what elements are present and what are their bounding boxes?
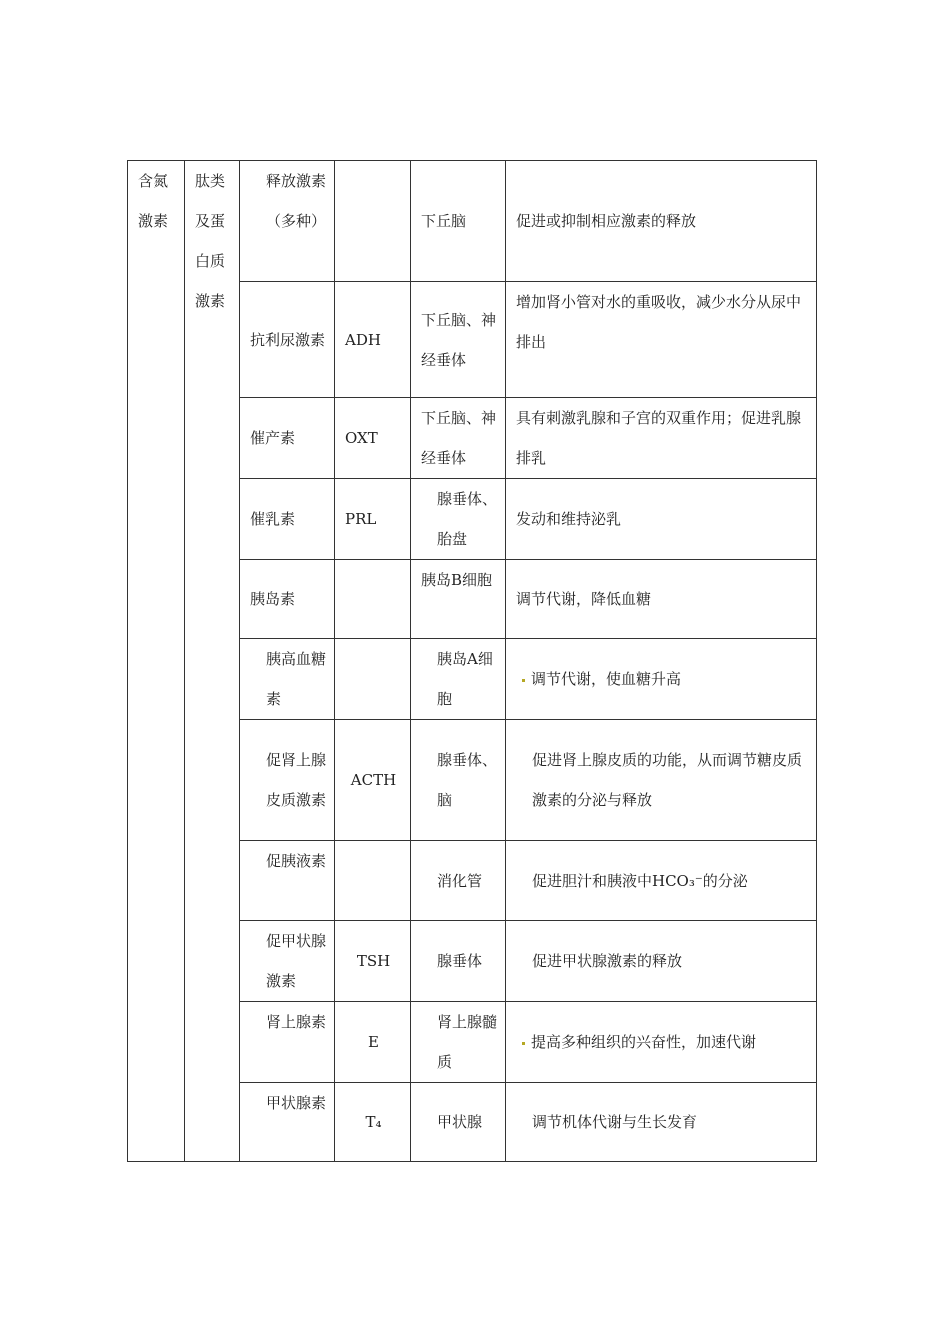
hormone-name: 促肾上腺皮质激素: [240, 720, 335, 841]
hormone-function: 增加肾小管对水的重吸收，减少水分从尿中排出: [506, 282, 817, 398]
hormone-name: 肾上腺素: [240, 1002, 335, 1083]
hormone-abbr: T₄: [335, 1083, 411, 1162]
hormone-function: 提高多种组织的兴奋性，加速代谢: [531, 1033, 757, 1051]
hormone-function: 发动和维持泌乳: [506, 479, 817, 560]
hormone-source: 下丘脑、神经垂体: [411, 398, 506, 479]
hormone-abbr: PRL: [335, 479, 411, 560]
hormone-source: 胰岛A细胞: [411, 639, 506, 720]
hormone-name: 催产素: [240, 398, 335, 479]
marker-dot-icon: [522, 1042, 525, 1045]
hormone-source: 腺垂体、胎盘: [411, 479, 506, 560]
hormone-function: 促进胆汁和胰液中HCO₃⁻的分泌: [506, 841, 817, 921]
hormone-abbr: E: [335, 1002, 411, 1083]
hormone-name: 催乳素: [240, 479, 335, 560]
hormone-name: 甲状腺素: [240, 1083, 335, 1162]
marker-dot-icon: [522, 679, 525, 682]
hormone-source: 甲状腺: [411, 1083, 506, 1162]
hormone-source: 腺垂体: [411, 921, 506, 1002]
hormone-function: 具有刺激乳腺和子宫的双重作用；促进乳腺排乳: [506, 398, 817, 479]
table-row: [128, 161, 817, 282]
hormone-name: 释放激素（多种）: [240, 161, 335, 282]
hormone-source: 肾上腺髓质: [411, 1002, 506, 1083]
hormone-abbr: ACTH: [335, 720, 411, 841]
hormone-name: 促甲状腺激素: [240, 921, 335, 1002]
hormone-abbr: ADH: [335, 282, 411, 398]
subcategory-cell: 肽类及蛋白质激素: [185, 161, 240, 1162]
hormone-function-cell: [506, 639, 817, 720]
hormone-function: 促进或抑制相应激素的释放: [506, 161, 817, 282]
category-cell: 含氮激素: [128, 161, 185, 1162]
hormone-name: 胰高血糖素: [240, 639, 335, 720]
hormone-function: 促进肾上腺皮质的功能，从而调节糖皮质激素的分泌与释放: [506, 720, 817, 841]
hormone-function-cell: [506, 1002, 817, 1083]
hormone-abbr: [335, 841, 411, 921]
hormone-abbr: [335, 639, 411, 720]
hormone-source: 胰岛B细胞: [411, 560, 506, 639]
hormone-function: 调节代谢，使血糖升高: [531, 670, 682, 688]
hormone-name: 促胰液素: [240, 841, 335, 921]
hormone-abbr: TSH: [335, 921, 411, 1002]
hormone-function: 调节代谢，降低血糖: [506, 560, 817, 639]
hormone-source: 腺垂体、脑: [411, 720, 506, 841]
hormone-abbr: [335, 560, 411, 639]
hormone-name: 胰岛素: [240, 560, 335, 639]
hormone-function: 调节机体代谢与生长发育: [506, 1083, 817, 1162]
hormone-source: 下丘脑: [411, 161, 506, 282]
hormone-function: 促进甲状腺激素的释放: [506, 921, 817, 1002]
hormone-abbr: OXT: [335, 398, 411, 479]
hormone-source: 下丘脑、神经垂体: [411, 282, 506, 398]
hormone-abbr: [335, 161, 411, 282]
hormone-source: 消化管: [411, 841, 506, 921]
hormone-name: 抗利尿激素: [240, 282, 335, 398]
hormone-table: [127, 160, 817, 1162]
